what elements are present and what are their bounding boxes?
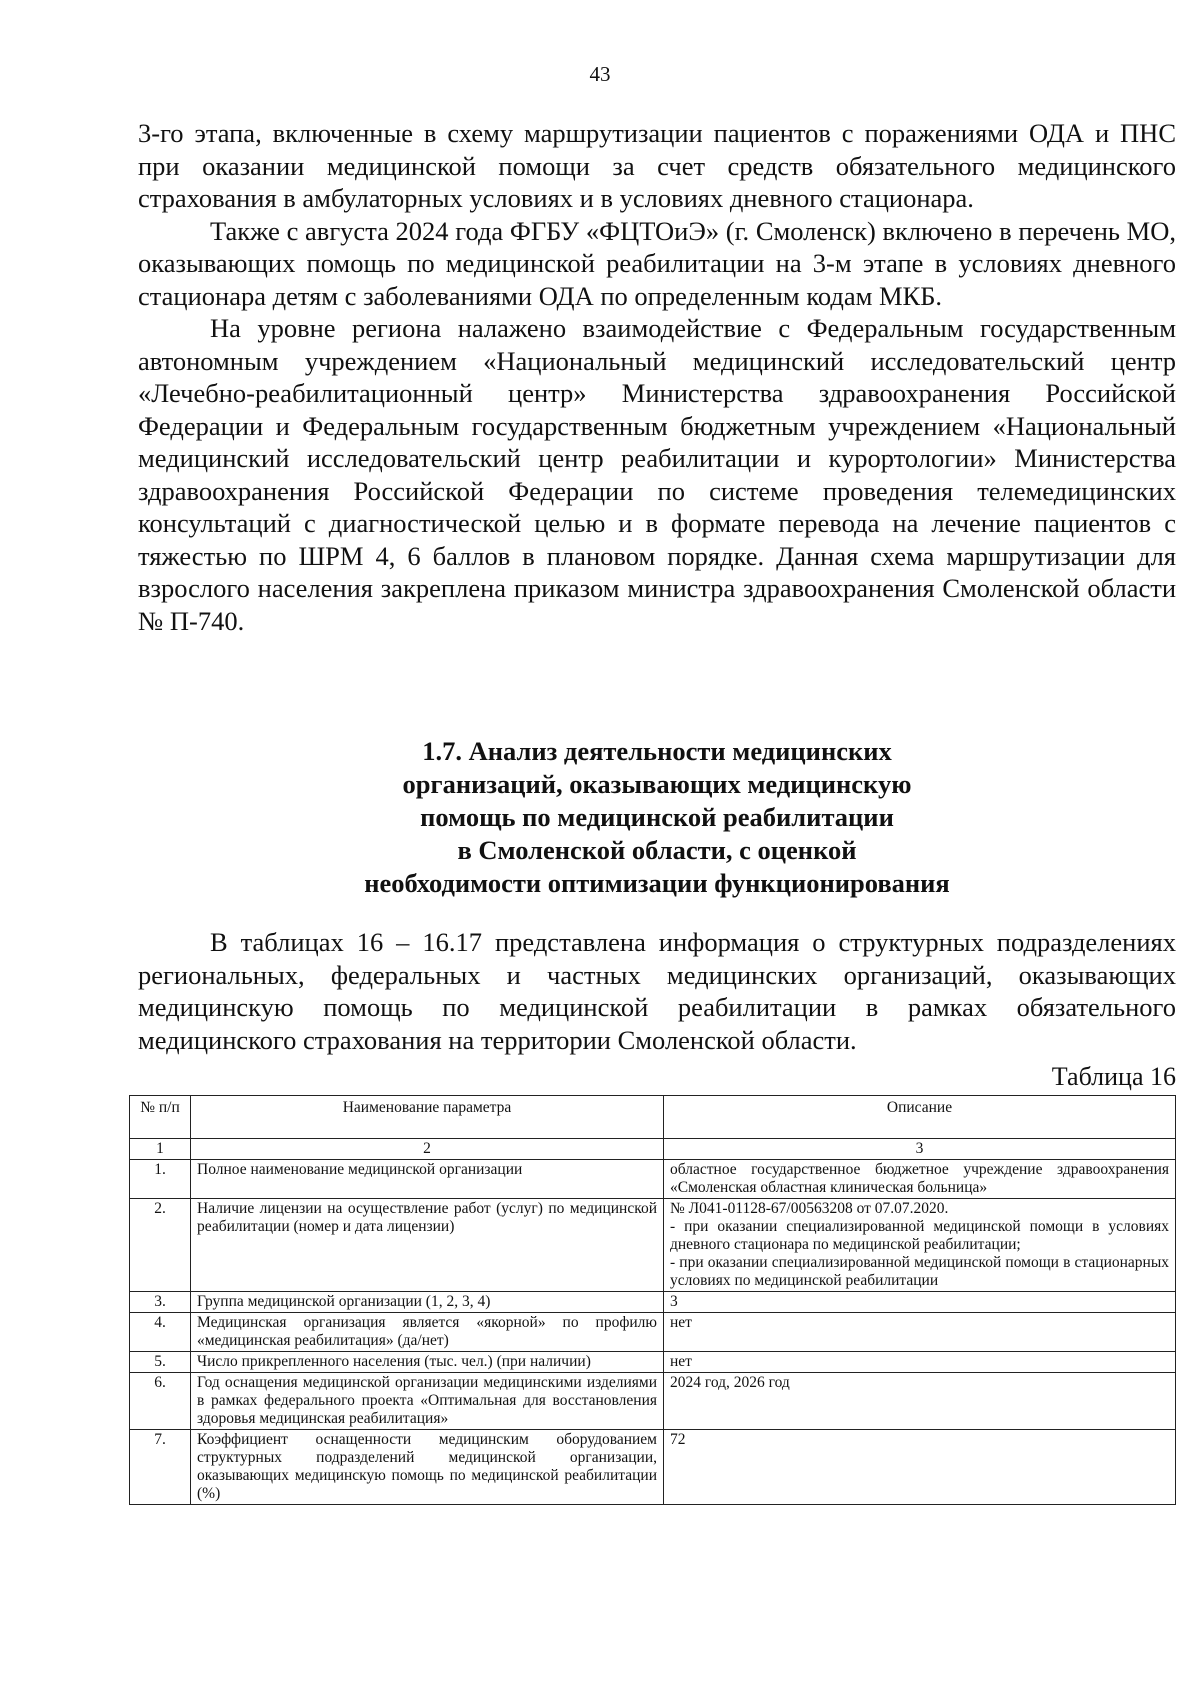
desc-line: - при оказании специализированной медицинской помощи в стационарных условиях по медицинской реабилитации [670, 1254, 1169, 1289]
row-num: 7. [130, 1430, 191, 1505]
index-cell: 1 [130, 1139, 191, 1160]
row-name: Группа медицинской организации (1, 2, 3, 4) [191, 1292, 664, 1313]
page-number: 43 [589, 62, 611, 86]
table-row [130, 1430, 1176, 1505]
table-row [130, 1292, 1176, 1313]
row-num: 3. [130, 1292, 191, 1313]
paragraph-continuation: 3-го этапа, включенные в схему маршрутизации пациентов с поражениями ОДА и ПНС при оказании медицинской помощи за счет средств обязательного медицинского страхования в амбулаторных условиях и в условиях дневного стационара. [138, 118, 1176, 213]
desc-line: 72 [670, 1431, 686, 1448]
table-row [130, 1199, 1176, 1292]
heading-line: необходимости оптимизации функционирования [364, 868, 950, 898]
heading-line: организаций, оказывающих медицинскую [402, 769, 912, 799]
row-name: Число прикрепленного населения (тыс. чел.) (при наличии) [191, 1352, 664, 1373]
desc-line: - при оказании специализированной медицинской помощи в условиях дневного стационара по медицинской реабилитации; [670, 1218, 1169, 1253]
heading-line: помощь по медицинской реабилитации [420, 802, 894, 832]
header-num: № п/п [130, 1096, 191, 1139]
table-row [130, 1160, 1176, 1199]
table-row [130, 1352, 1176, 1373]
row-desc [664, 1430, 1176, 1505]
desc-line: № Л041-01128-67/00563208 от 07.07.2020. [670, 1200, 949, 1217]
row-name: Наличие лицензии на осуществление работ (услуг) по медицинской реабилитации (номер и дата лицензии) [191, 1199, 664, 1292]
intro-text [138, 926, 1176, 1056]
header-desc: Описание [664, 1096, 1176, 1139]
paragraph-telemedicine: На уровне региона налажено взаимодействие с Федеральным государственным автономным учреждением «Национальный медицинский исследовательский центр «Лечебно-реабилитационный центр» Министерства здравоохранения Российской Федерации и Федеральным государственным бюджетным учреждением «Национальный медицинский исследовательский центр реабилитации и курортологии» Министерства здравоохранения Российской Федерации по системе проведения телемедицинских консультаций с диагностической целью и в формате перевода на лечение пациентов с тяжестью по ШРМ 4, 6 баллов в плановом порядке. Данная схема маршрутизации для взрослого населения закреплена приказом министра здравоохранения Смоленской области № П-740. [138, 313, 1176, 636]
section-heading [138, 735, 1176, 900]
table-caption: Таблица 16 [1051, 1062, 1176, 1091]
table-index-row [130, 1139, 1176, 1160]
row-desc [664, 1313, 1176, 1352]
row-desc [664, 1373, 1176, 1430]
row-name: Год оснащения медицинской организации медицинскими изделиями в рамках федерального проекта «Оптимальная для восстановления здоровья медицинская реабилитация» [191, 1373, 664, 1430]
desc-line: областное государственное бюджетное учреждение здравоохранения «Смоленская областная клиническая больница» [670, 1161, 1169, 1196]
heading-line: 1.7. Анализ деятельности медицинских [422, 736, 892, 766]
desc-line: 2024 год, 2026 год [670, 1374, 790, 1391]
desc-line: нет [670, 1353, 692, 1370]
parameters-table [129, 1095, 1176, 1505]
row-name: Полное наименование медицинской организации [191, 1160, 664, 1199]
row-num: 2. [130, 1199, 191, 1292]
body-text [138, 117, 1176, 637]
row-desc [664, 1199, 1176, 1292]
row-num: 5. [130, 1352, 191, 1373]
row-num: 1. [130, 1160, 191, 1199]
header-name: Наименование параметра [191, 1096, 664, 1139]
intro-paragraph: В таблицах 16 – 16.17 представлена информация о структурных подразделениях региональных, федеральных и частных медицинских организаций, оказывающих медицинскую помощь по медицинской реабилитации в рамках обязательного медицинского страхования на территории Смоленской области. [138, 927, 1176, 1055]
row-num: 4. [130, 1313, 191, 1352]
row-name: Медицинская организация является «якорной» по профилю «медицинская реабилитация» (да/нет) [191, 1313, 664, 1352]
row-name: Коэффициент оснащенности медицинским оборудованием структурных подразделений медицинской организации, оказывающих медицинскую помощь по медицинской реабилитации (%) [191, 1430, 664, 1505]
row-desc [664, 1160, 1176, 1199]
table-row [130, 1373, 1176, 1430]
row-desc [664, 1292, 1176, 1313]
table-header-row [130, 1096, 1176, 1139]
desc-line: нет [670, 1314, 692, 1331]
paragraph-fgbu: Также с августа 2024 года ФГБУ «ФЦТОиЭ» (г. Смоленск) включено в перечень МО, оказывающих помощь по медицинской реабилитации на 3-м этапе в условиях дневного стационара детям с заболеваниями ОДА по определенным кодам МКБ. [138, 215, 1176, 311]
row-num: 6. [130, 1373, 191, 1430]
row-desc [664, 1352, 1176, 1373]
index-cell: 3 [664, 1139, 1176, 1160]
desc-line: 3 [670, 1293, 678, 1310]
index-cell: 2 [191, 1139, 664, 1160]
heading-line: в Смоленской области, с оценкой [457, 835, 857, 865]
table-row [130, 1313, 1176, 1352]
